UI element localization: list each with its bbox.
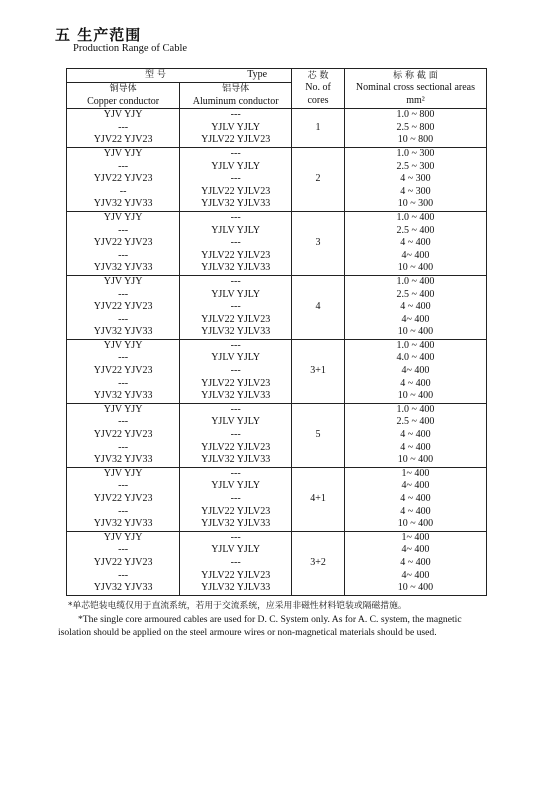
aluminum-cell-line: YJLV YJLY [211, 160, 261, 172]
production-range-table [66, 68, 487, 596]
type-header [67, 69, 292, 83]
aluminum-cell-line: YJLV22 YJLV23 [201, 134, 271, 146]
aluminum-cell-line: --- [230, 237, 241, 249]
aluminum-cell [180, 531, 292, 595]
area-cell-line: 4~ 400 [401, 313, 430, 325]
aluminum-header-en: Aluminum conductor [192, 95, 279, 107]
copper-cell-line: YJV22 YJV23 [93, 301, 153, 313]
footnote-cn: *单芯铠装电缆仅用于直流系统，若用于交流系统，应采用非磁性材料铠装或隔磁措施。 [68, 601, 407, 611]
copper-cell-line: --- [118, 416, 129, 428]
aluminum-cell [180, 147, 292, 211]
area-cell-line: 4 ~ 400 [400, 556, 431, 568]
copper-cell-line: YJV YJY [103, 211, 143, 223]
area-header [344, 69, 486, 109]
aluminum-cell-line: --- [230, 531, 241, 543]
copper-cell-line: YJV YJY [103, 147, 143, 159]
copper-cell-line: YJV22 YJV23 [93, 429, 153, 441]
table-row [67, 147, 487, 211]
area-cell-line: 4~ 400 [401, 249, 430, 261]
copper-cell [67, 147, 180, 211]
section-subheading: Production Range of Cable [73, 43, 188, 54]
copper-cell-line: YJV YJY [103, 339, 143, 351]
aluminum-cell-line: YJLV YJLY [211, 288, 261, 300]
copper-cell-line: YJV22 YJV23 [93, 493, 153, 504]
area-cell-line: 4 ~ 400 [400, 441, 431, 453]
copper-cell-line: --- [118, 160, 129, 172]
aluminum-cell [180, 403, 292, 467]
aluminum-cell-line: --- [230, 339, 241, 351]
aluminum-cell-line: YJLV22 YJLV23 [201, 441, 271, 453]
area-cell-line: 1.0 ~ 400 [396, 275, 435, 287]
aluminum-cell-line: YJLV32 YJLV33 [201, 518, 271, 530]
area-cell-line: 4~ 400 [401, 365, 430, 377]
aluminum-cell-line: --- [230, 109, 241, 121]
copper-cell [67, 275, 180, 339]
copper-cell-line: YJV22 YJV23 [93, 134, 153, 146]
copper-cell-line: --- [118, 249, 129, 261]
aluminum-cell-line: YJLV32 YJLV33 [201, 390, 271, 402]
copper-cell-line: YJV YJY [103, 109, 143, 121]
table-row [67, 531, 487, 595]
copper-cell-line: -- [119, 185, 127, 197]
aluminum-cell-line: YJLV32 YJLV33 [201, 454, 271, 466]
table-row [67, 339, 487, 403]
area-cell-line: 4 ~ 400 [400, 237, 431, 249]
copper-header [67, 83, 180, 109]
cores-cell: 1 [292, 109, 345, 148]
area-cell-line: 4~ 400 [401, 569, 430, 581]
area-cell [344, 339, 486, 403]
copper-cell [67, 211, 180, 275]
aluminum-cell-line: YJLV22 YJLV23 [201, 313, 271, 325]
section-heading: 五 生产范围 [55, 26, 142, 44]
cores-header [292, 69, 345, 109]
area-cell-line: 2.5 ~ 800 [396, 121, 435, 133]
table-row [67, 211, 487, 275]
table-header-row-1 [67, 69, 487, 83]
type-header-en: Type [247, 69, 268, 81]
area-cell-line: 1~ 400 [401, 531, 430, 543]
copper-cell-line: YJV32 YJV33 [93, 582, 153, 594]
footnotes [58, 600, 498, 639]
aluminum-cell-line: YJLV22 YJLV23 [201, 377, 271, 389]
area-cell-line: 1.0 ~ 400 [396, 211, 435, 223]
footnote-en-line1: *The single core armoured cables are used for D. C. System only. As for A. C. system, the magnetic [78, 614, 462, 625]
cores-cell: 4 [292, 275, 345, 339]
footnote-en-line2: isolation should be applied on the steel armoure wires or non-magnetical materials should be used. [58, 627, 437, 638]
area-cell-line: 2.5 ~ 300 [396, 160, 435, 172]
aluminum-cell-line: YJLV YJLY [211, 121, 261, 133]
area-cell-line: 4 ~ 300 [400, 173, 431, 185]
cores-cell: 5 [292, 403, 345, 467]
cores-header-en1: No. of [305, 82, 331, 94]
aluminum-cell-line: YJLV32 YJLV33 [201, 198, 271, 210]
copper-cell-line: --- [118, 352, 129, 364]
aluminum-cell-line: --- [230, 173, 241, 185]
copper-cell-line: --- [118, 569, 129, 581]
aluminum-cell-line: --- [230, 403, 241, 415]
copper-cell-line: YJV32 YJV33 [93, 518, 153, 530]
copper-cell [67, 339, 180, 403]
area-cell-line: 4.0 ~ 400 [396, 352, 435, 364]
copper-cell [67, 403, 180, 467]
cores-cell: 3+1 [292, 339, 345, 403]
area-cell-line: 4 ~ 400 [400, 493, 431, 504]
cores-cell: 3+2 [292, 531, 345, 595]
table-body [67, 109, 487, 596]
cores-cell: 3 [292, 211, 345, 275]
area-cell-line: 1.0 ~ 800 [396, 109, 435, 121]
aluminum-cell-line: YJLV YJLY [211, 544, 261, 556]
copper-cell-line: --- [118, 121, 129, 133]
copper-cell-line: YJV YJY [103, 531, 143, 543]
area-cell-line: 4~ 400 [401, 480, 430, 492]
area-cell-line: 4 ~ 400 [400, 377, 431, 389]
aluminum-cell-line: YJLV YJLY [211, 416, 261, 428]
area-cell-line: 2.5 ~ 400 [396, 416, 435, 428]
copper-cell [67, 531, 180, 595]
cores-cell: 4+1 [292, 467, 345, 531]
area-header-en2: mm² [406, 94, 425, 106]
area-cell [344, 531, 486, 595]
copper-header-en: Copper conductor [87, 95, 160, 107]
aluminum-cell-line: YJLV22 YJLV23 [201, 185, 271, 197]
area-cell-line: 1.0 ~ 400 [396, 339, 435, 351]
aluminum-cell [180, 109, 292, 148]
area-cell-line: 1.0 ~ 300 [396, 147, 435, 159]
area-cell-line: 1.0 ~ 400 [396, 403, 435, 415]
area-cell [344, 211, 486, 275]
area-cell [344, 403, 486, 467]
aluminum-cell-line: --- [230, 493, 241, 504]
aluminum-cell [180, 275, 292, 339]
area-cell [344, 147, 486, 211]
aluminum-header-cn: 铝导体 [222, 84, 250, 94]
copper-cell-line: --- [118, 288, 129, 300]
copper-cell-line: YJV YJY [103, 467, 143, 479]
area-header-en1: Nominal cross sectional areas [355, 82, 476, 94]
copper-cell-line: YJV32 YJV33 [93, 454, 153, 466]
area-cell [344, 467, 486, 531]
area-cell-line: 10 ~ 400 [397, 454, 434, 466]
copper-cell-line: YJV22 YJV23 [93, 237, 153, 249]
area-cell-line: 10 ~ 400 [397, 326, 434, 338]
area-cell-line: 10 ~ 300 [397, 198, 434, 210]
copper-cell-line: YJV32 YJV33 [93, 262, 153, 274]
copper-cell-line: --- [118, 377, 129, 389]
cores-header-en2: cores [307, 94, 329, 106]
aluminum-cell-line: YJLV22 YJLV23 [201, 569, 271, 581]
table-row [67, 467, 487, 531]
cores-header-cn: 芯 数 [307, 70, 329, 81]
aluminum-cell-line: YJLV32 YJLV33 [201, 326, 271, 338]
table-row [67, 275, 487, 339]
copper-header-cn: 铜导体 [109, 84, 137, 94]
aluminum-cell-line: YJLV22 YJLV23 [201, 249, 271, 261]
area-cell-line: 4 ~ 400 [400, 301, 431, 313]
area-cell-line: 10 ~ 400 [397, 390, 434, 402]
aluminum-cell-line: --- [230, 301, 241, 313]
copper-cell-line: YJV32 YJV33 [93, 326, 153, 338]
cores-cell: 2 [292, 147, 345, 211]
aluminum-cell-line: YJLV32 YJLV33 [201, 262, 271, 274]
copper-cell-line: --- [118, 544, 129, 556]
aluminum-cell-line: YJLV YJLY [211, 352, 261, 364]
copper-cell [67, 109, 180, 148]
area-cell-line: 4 ~ 400 [400, 429, 431, 441]
area-header-cn: 标 称 截 面 [393, 70, 438, 81]
aluminum-cell-line: YJLV22 YJLV23 [201, 505, 271, 517]
copper-cell-line: YJV32 YJV33 [93, 390, 153, 402]
copper-cell-line: YJV YJY [103, 275, 143, 287]
copper-cell-line: --- [118, 480, 129, 492]
area-cell-line: 1~ 400 [401, 467, 430, 479]
aluminum-header [180, 83, 292, 109]
aluminum-cell-line: --- [230, 556, 241, 568]
area-cell-line: 2.5 ~ 400 [396, 288, 435, 300]
copper-cell-line: --- [118, 505, 129, 517]
aluminum-cell [180, 211, 292, 275]
copper-cell-line: YJV YJY [103, 403, 143, 415]
area-cell-line: 2.5 ~ 400 [396, 224, 435, 236]
aluminum-cell-line: YJLV YJLY [211, 480, 261, 492]
copper-cell-line: YJV22 YJV23 [93, 365, 153, 377]
area-cell-line: 10 ~ 400 [397, 518, 434, 530]
aluminum-cell-line: --- [230, 275, 241, 287]
copper-cell-line: --- [118, 313, 129, 325]
copper-cell-line: YJV22 YJV23 [93, 556, 153, 568]
copper-cell-line: YJV32 YJV33 [93, 198, 153, 210]
copper-cell-line: --- [118, 224, 129, 236]
table-row [67, 109, 487, 148]
aluminum-cell [180, 467, 292, 531]
copper-cell [67, 467, 180, 531]
aluminum-cell-line: YJLV YJLY [211, 224, 261, 236]
copper-cell-line: --- [118, 441, 129, 453]
area-cell-line: 4 ~ 300 [400, 185, 431, 197]
aluminum-cell-line: --- [230, 467, 241, 479]
aluminum-cell-line: --- [230, 211, 241, 223]
area-cell-line: 4~ 400 [401, 544, 430, 556]
aluminum-cell [180, 339, 292, 403]
type-header-cn: 型 号 [145, 70, 166, 81]
aluminum-cell-line: --- [230, 429, 241, 441]
area-cell-line: 10 ~ 800 [397, 134, 434, 146]
table-row [67, 403, 487, 467]
area-cell-line: 10 ~ 400 [397, 582, 434, 594]
area-cell-line: 4 ~ 400 [400, 505, 431, 517]
aluminum-cell-line: --- [230, 147, 241, 159]
area-cell-line: 10 ~ 400 [397, 262, 434, 274]
copper-cell-line: YJV22 YJV23 [93, 173, 153, 185]
area-cell [344, 275, 486, 339]
aluminum-cell-line: --- [230, 365, 241, 377]
aluminum-cell-line: YJLV32 YJLV33 [201, 582, 271, 594]
area-cell [344, 109, 486, 148]
